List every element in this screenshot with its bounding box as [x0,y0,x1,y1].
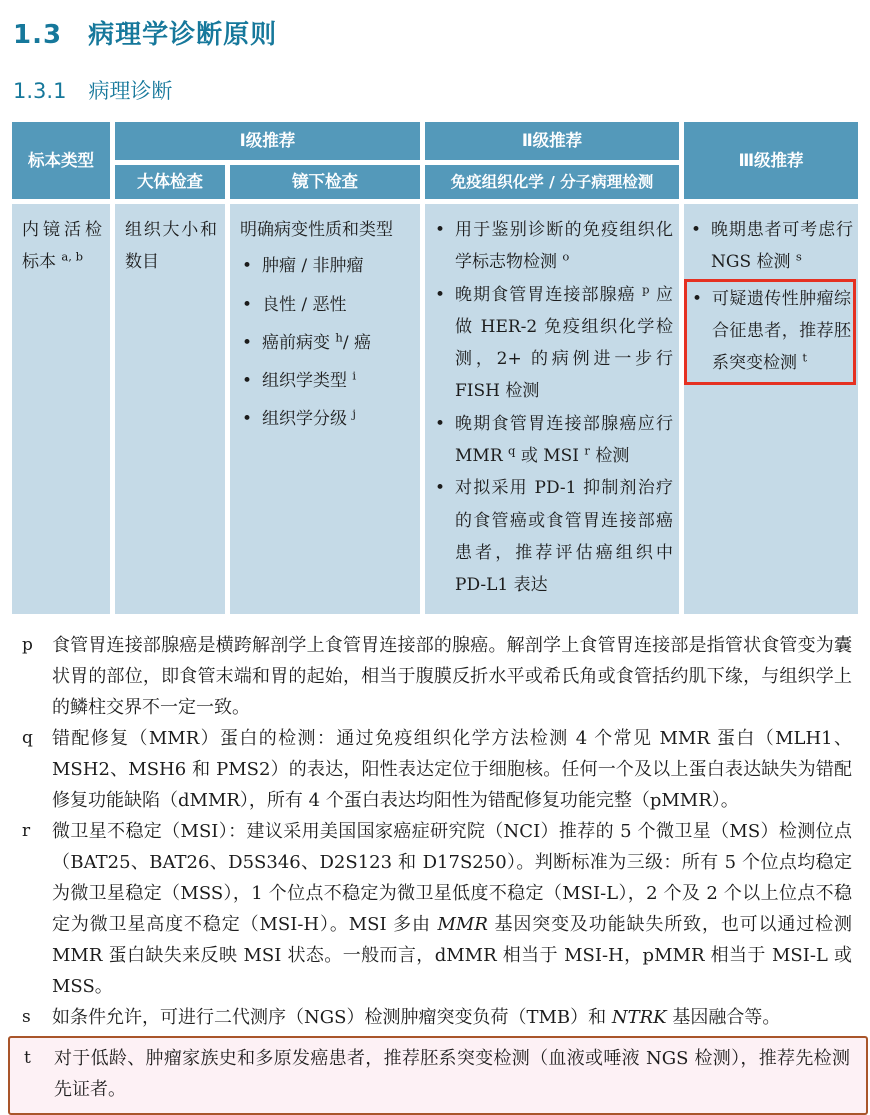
bullet-text: 对拟采用 PD-1 抑制剂治疗的食管癌或食管胃连接部癌患者，推荐评估癌组织中 PD-L1 表达 [455,478,673,596]
bullet-text: 晚期食管胃连接部腺癌应行 MMR $^q$ 或 MSI $^r$ 检测 [455,413,673,467]
bullet-text: 晚期患者可考虑行 NGS 检测 $^s$ [711,220,853,273]
subsection-number: 1.3.1 [13,79,67,103]
level3-bullet [691,214,853,279]
section-number: 1.3 [13,20,63,50]
cell-ihc-molecular [425,204,679,614]
bullet-icon: • [435,413,446,434]
ihc-bullet [435,279,673,408]
header-level2: Ⅱ级推荐 [425,122,679,160]
level3-bullet-list [691,214,853,385]
bullet-text: 晚期食管胃连接部腺癌 $^p$ 应做 HER-2 免疫组织化学检测，2+ 的病例进一步行 FISH 检测 [455,281,674,402]
footnote-marker: q [22,727,33,748]
footnote-marker: r [22,820,31,841]
level3-bullet [684,279,856,386]
bullet-text: 良性 / 恶性 [262,294,347,315]
bullet-icon: • [692,288,703,309]
micro-exam-bullet-list [240,250,412,435]
cell-micro-exam [230,204,420,614]
ihc-bullet [435,472,673,601]
footnote-text: 错配修复（MMR）蛋白的检测：通过免疫组织化学方法检测 4 个常见 MMR 蛋白（MLH1、MSH2、MSH6 和 PMS2）的表达，阳性表达定位于细胞核。任何一个及以上蛋白表达缺失为错配修复功能缺陷（dMMR），所有 4 个蛋白表达均阳性为错配修复功能完整（pMMR）。 [52,727,852,811]
bullet-text: 组织学分级 $^j$ [262,406,356,430]
subsection-heading [13,75,870,105]
header-specimen-type: 标本类型 [12,122,110,199]
section-title: 病理学诊断原则 [88,20,278,50]
footnote [10,630,864,723]
bullet-text: 组织学类型 $^i$ [262,368,357,392]
footnote-marker: s [22,1006,31,1027]
micro-exam-bullet [242,289,412,321]
footnote [10,816,864,1002]
bullet-icon: • [691,220,702,240]
bullet-text: 可疑遗传性肿瘤综合征患者，推荐胚系突变检测 $^t$ [712,288,851,374]
bullet-icon: • [242,294,253,315]
footnote [10,723,864,816]
ihc-bullet-list [435,214,673,602]
header-ihc-molecular: 免疫组织化学 / 分子病理检测 [425,165,679,199]
subsection-title: 病理诊断 [88,79,173,103]
bullet-icon: • [242,409,253,430]
bullet-icon: • [242,256,253,277]
bullet-text: 用于鉴别诊断的免疫组织化学标志物检测 $^o$ [455,220,673,273]
bullet-text: 肿瘤 / 非肿瘤 [262,256,364,277]
micro-exam-bullet [242,327,412,359]
section-heading [13,14,870,51]
bullet-icon: • [435,478,446,499]
micro-exam-bullet [242,403,412,435]
micro-exam-intro: 明确病变性质和类型 [240,220,393,240]
header-micro-exam: 镜下检查 [230,165,420,199]
micro-exam-bullet [242,365,412,397]
ihc-bullet [435,214,673,279]
footnote [10,1002,864,1033]
footnotes [10,630,864,1115]
cell-level3-recommendation [684,204,858,614]
cell-specimen: 内镜活检标本 $^{a, b}$ [12,204,110,614]
footnote-text: 食管胃连接部腺癌是横跨解剖学上食管胃连接部的腺癌。解剖学上食管胃连接部是指管状食管变为囊状胃的部位，即食管末端和胃的起始，相当于腹膜反折水平或希氏角或食管括约肌下缘，与组织学上的鳞柱交界不一定一致。 [52,634,852,718]
cell-gross-exam: 组织大小和数目 [115,204,225,614]
micro-exam-bullet [242,250,412,282]
header-level1: Ⅰ级推荐 [115,122,420,160]
recommendation-table [12,122,866,614]
footnote-marker: t [24,1047,31,1068]
footnote-text: 对于低龄、肿瘤家族史和多原发癌患者，推荐胚系突变检测（血液或唾液 NGS 检测），推荐先检测先证者。 [54,1047,850,1100]
bullet-icon: • [435,220,446,240]
bullet-text: 癌前病变 $^h$/ 癌 [262,330,371,353]
ihc-bullet [435,408,673,473]
footnote-text: 如条件允许，可进行二代测序（NGS）检测肿瘤突变负荷（TMB）和 NTRK 基因融合等。 [52,1006,781,1028]
footnote [8,1036,868,1115]
footnote-marker: p [22,634,33,655]
header-gross-exam: 大体检查 [115,165,225,199]
footnote-text: 微卫星不稳定（MSI）：建议采用美国国家癌症研究院（NCI）推荐的 5 个微卫星（MS）检测位点（BAT25、BAT26、D5S346、D2S123 和 D17S250）。判断标准为三级：所有 5 个位点均稳定为微卫星稳定（MSS），1 个位点不稳定为微卫星低度不稳定（MSI-L），2 个及 2 个以上位点不稳定为微卫星高度不稳定（MSI-H）。MSI 多由 MMR 基因突变及功能缺失所致，也可以通过检测 MMR 蛋白缺失来反映 MSI 状态。一般而言，dMMR 相当于 MSI-H，pMMR 相当于 MSI-L 或 MSS。 [52,820,852,997]
bullet-icon: • [435,284,446,305]
header-level3: Ⅲ级推荐 [684,122,858,199]
bullet-icon: • [242,371,253,392]
bullet-icon: • [242,332,253,353]
